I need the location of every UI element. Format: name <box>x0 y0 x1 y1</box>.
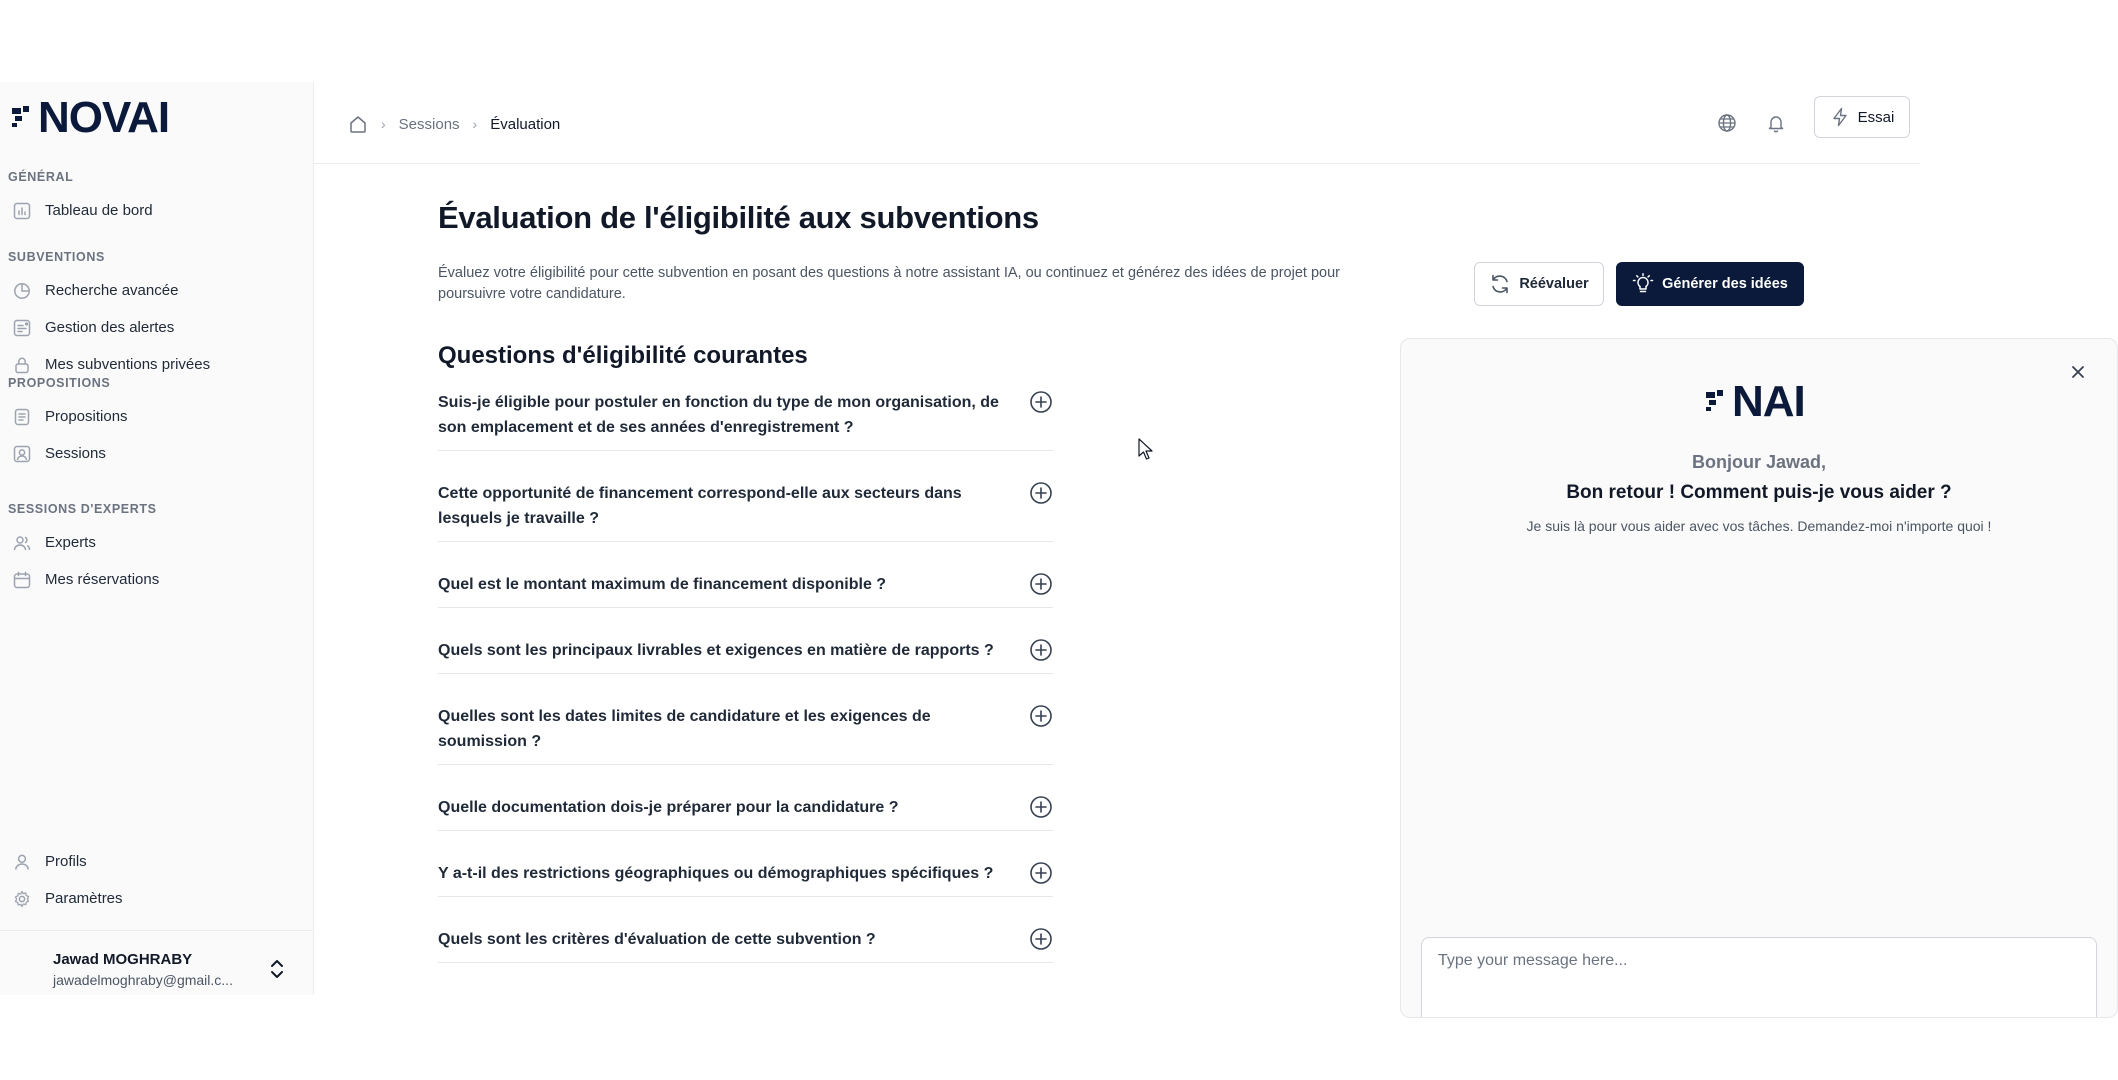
nav-section-general <box>8 170 308 229</box>
chevron-right-icon: › <box>381 116 386 132</box>
plus-circle-icon[interactable] <box>1029 927 1053 951</box>
sidebar-item-label: Mes subventions privées <box>45 356 211 373</box>
plus-circle-icon[interactable] <box>1029 481 1053 505</box>
sidebar-item-bookings[interactable] <box>8 561 308 598</box>
notifications-button[interactable] <box>1759 106 1793 140</box>
faq-title: Questions d'éligibilité courantes <box>438 342 808 369</box>
sidebar <box>0 82 314 995</box>
sidebar-item-sessions[interactable] <box>8 435 308 472</box>
faq-item[interactable] <box>438 382 1053 451</box>
chat-subtext: Je suis là pour vous aider avec vos tâches. Demandez-moi n'importe quoi ! <box>1526 518 1992 534</box>
sidebar-item-label: Profils <box>45 853 87 870</box>
alert-list-icon <box>13 319 31 337</box>
gear-icon <box>13 890 31 908</box>
nav-section-proposals <box>8 376 308 472</box>
logo-text: NOVAI <box>38 93 170 142</box>
sidebar-item-proposals[interactable] <box>8 398 308 435</box>
user-icon <box>13 853 31 871</box>
chat-logo <box>1706 379 1805 425</box>
user-square-icon <box>13 445 31 463</box>
calendar-icon <box>13 571 31 589</box>
chat-message-input[interactable] <box>1421 937 2097 1017</box>
chat-headline: Bon retour ! Comment puis-je vous aider ? <box>1566 482 1952 503</box>
nav-section-title: GÉNÉRAL <box>8 170 74 184</box>
chevron-up-down-icon[interactable] <box>266 956 288 982</box>
faq-item[interactable] <box>438 919 1053 963</box>
sidebar-item-profiles[interactable] <box>8 843 308 880</box>
faq-item[interactable] <box>438 696 1053 765</box>
faq-item[interactable] <box>438 787 1053 831</box>
top-bar <box>314 82 1920 164</box>
users-icon <box>13 534 31 552</box>
sidebar-item-alerts[interactable] <box>8 309 308 346</box>
plus-circle-icon[interactable] <box>1029 572 1053 596</box>
faq-question: Cette opportunité de financement correspond-elle aux secteurs dans lesquels je travaille ? <box>438 485 962 527</box>
reevaluate-button[interactable] <box>1474 262 1604 306</box>
faq-item[interactable] <box>438 564 1053 608</box>
generate-ideas-button[interactable] <box>1616 262 1804 306</box>
sidebar-item-label: Recherche avancée <box>45 282 179 299</box>
reevaluate-button-label: Réévaluer <box>1519 276 1589 292</box>
breadcrumb-current: Évaluation <box>490 115 561 133</box>
trial-button[interactable] <box>1814 96 1910 138</box>
faq-question: Quel est le montant maximum de financement disponible ? <box>438 576 887 593</box>
logo-mark-icon <box>12 106 36 130</box>
faq-item[interactable] <box>438 630 1053 674</box>
plus-circle-icon[interactable] <box>1029 390 1053 414</box>
nav-section-title: PROPOSITIONS <box>8 376 111 390</box>
main-content <box>314 82 1992 995</box>
sidebar-item-label: Tableau de bord <box>45 202 153 219</box>
faq-question: Quels sont les principaux livrables et exigences en matière de rapports ? <box>438 642 994 659</box>
breadcrumb-sessions-link[interactable]: Sessions <box>398 115 460 133</box>
trial-button-label: Essai <box>1857 108 1895 126</box>
faq-item[interactable] <box>438 853 1053 897</box>
mouse-cursor-icon <box>1138 438 1152 460</box>
nav-section-expert-sessions <box>8 502 308 598</box>
lock-icon <box>13 356 31 374</box>
nav-section-grants <box>8 250 308 383</box>
sidebar-bottom-nav <box>8 843 308 917</box>
chat-logo-text: NAI <box>1732 377 1805 426</box>
sidebar-item-advanced-search[interactable] <box>8 272 308 309</box>
sidebar-item-experts[interactable] <box>8 524 308 561</box>
home-icon[interactable] <box>348 114 368 134</box>
plus-circle-icon[interactable] <box>1029 638 1053 662</box>
sidebar-item-label: Paramètres <box>45 890 123 907</box>
novai-logo[interactable] <box>12 94 169 142</box>
page-title: Évaluation de l'éligibilité aux subventions <box>438 200 1039 235</box>
breadcrumb <box>348 107 560 141</box>
plus-circle-icon[interactable] <box>1029 795 1053 819</box>
user-email: jawadelmoghraby@gmail.c... <box>53 972 233 988</box>
ai-chat-panel <box>1400 338 2118 1018</box>
chevron-right-icon: › <box>472 116 478 132</box>
user-account-menu[interactable] <box>0 930 313 1000</box>
sidebar-item-settings[interactable] <box>8 880 308 917</box>
sidebar-item-label: Propositions <box>45 408 128 425</box>
pie-chart-icon <box>13 282 31 300</box>
document-icon <box>13 408 31 426</box>
globe-icon <box>1717 113 1737 133</box>
plus-circle-icon[interactable] <box>1029 704 1053 728</box>
faq-question: Y a-t-il des restrictions géographiques ou démographiques spécifiques ? <box>438 865 994 882</box>
sidebar-item-dashboard[interactable] <box>8 192 308 229</box>
bell-icon <box>1766 113 1786 133</box>
user-name: Jawad MOGHRABY <box>53 951 193 968</box>
page-description: Évaluez votre éligibilité pour cette subvention en posant des questions à notre assistant IA, ou continuez et générez des idées de projet pour poursuivre votre candidature. <box>438 265 1340 302</box>
sidebar-item-label: Sessions <box>45 445 106 462</box>
lightning-icon <box>1830 107 1850 127</box>
logo-mark-icon <box>1706 390 1730 414</box>
lightbulb-icon <box>1632 273 1654 295</box>
app-window <box>0 82 1992 995</box>
sidebar-item-label: Experts <box>45 534 96 551</box>
chart-icon <box>13 202 31 220</box>
faq-question: Quels sont les critères d'évaluation de cette subvention ? <box>438 931 876 948</box>
faq-list <box>438 382 1053 963</box>
sidebar-item-label: Mes réservations <box>45 571 160 588</box>
faq-question: Quelles sont les dates limites de candidature et les exigences de soumission ? <box>438 708 931 750</box>
sidebar-item-label: Gestion des alertes <box>45 319 175 336</box>
faq-question: Quelle documentation dois-je préparer pour la candidature ? <box>438 799 899 816</box>
faq-item[interactable] <box>438 473 1053 542</box>
language-button[interactable] <box>1710 106 1744 140</box>
refresh-icon <box>1489 273 1511 295</box>
nav-section-title: SESSIONS D'EXPERTS <box>8 502 157 516</box>
faq-question: Suis-je éligible pour postuler en fonction du type de mon organisation, de son emplacement et de ses années d'enregistrement ? <box>438 394 999 436</box>
nav-section-title: SUBVENTIONS <box>8 250 105 264</box>
generate-ideas-button-label: Générer des idées <box>1662 276 1788 292</box>
close-icon[interactable] <box>2067 361 2089 383</box>
chat-greeting: Bonjour Jawad, <box>1691 452 1826 472</box>
plus-circle-icon[interactable] <box>1029 861 1053 885</box>
